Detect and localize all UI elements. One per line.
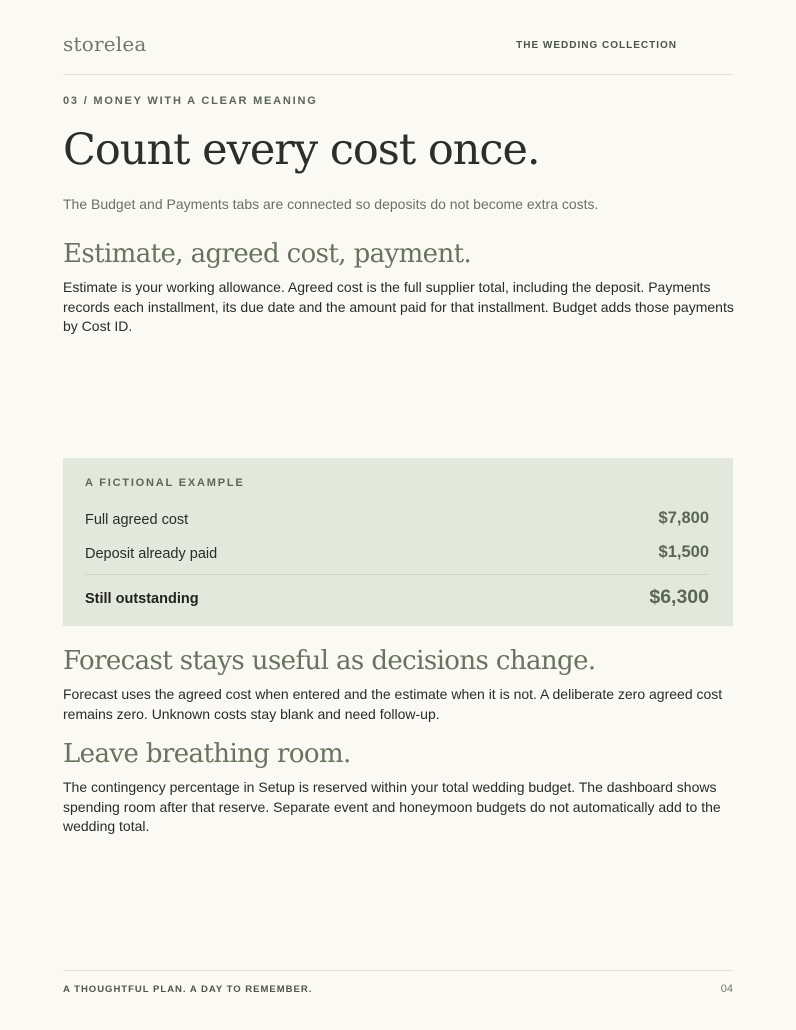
example-divider <box>85 574 709 575</box>
paragraph-estimate: Estimate is your working allowance. Agreed cost is the full supplier total, including the deposit. Payments records each installment, its due date and the amount paid for that installment. Budget adds those payments by Cost ID. <box>63 279 734 334</box>
brand-logo: storelea <box>63 32 147 56</box>
heading-estimate: Estimate, agreed cost, payment. <box>63 239 472 269</box>
page-subtitle: The Budget and Payments tabs are connected so deposits do not become extra costs. <box>63 196 599 212</box>
page-header <box>63 30 733 75</box>
page-title: Count every cost once. <box>63 125 540 175</box>
example-card-label: A FICTIONAL EXAMPLE <box>85 477 245 489</box>
heading-breathing-room: Leave breathing room. <box>63 739 351 769</box>
page-footer <box>63 970 733 1011</box>
example-row-deposit <box>85 540 709 566</box>
example-total-label: Still outstanding <box>85 591 199 607</box>
example-card <box>63 458 733 626</box>
example-total-value: $6,300 <box>649 586 709 608</box>
example-row-value: $7,800 <box>658 509 709 527</box>
paragraph-breathing-room: The contingency percentage in Setup is reserved within your total wedding budget. The dashboard shows spending room after that reserve. Separate event and honeymoon budgets do not automatically add to the wedding total. <box>63 779 721 834</box>
section-eyebrow: 03 / MONEY WITH A CLEAR MEANING <box>63 95 318 107</box>
example-row-total <box>85 585 709 611</box>
example-row-label: Full agreed cost <box>85 512 189 528</box>
example-row-label: Deposit already paid <box>85 546 218 562</box>
paragraph-forecast: Forecast uses the agreed cost when entered and the estimate when it is not. A deliberate zero agreed cost remains zero. Unknown costs stay blank and need follow-up. <box>63 686 723 722</box>
heading-forecast: Forecast stays useful as decisions change. <box>63 646 596 676</box>
page-number: 04 <box>720 983 733 995</box>
collection-label: THE WEDDING COLLECTION <box>516 40 677 51</box>
footer-tagline: A THOUGHTFUL PLAN. A DAY TO REMEMBER. <box>63 984 313 995</box>
example-row-value: $1,500 <box>658 543 709 561</box>
example-row-agreed <box>85 506 709 532</box>
document-page <box>63 0 733 1030</box>
